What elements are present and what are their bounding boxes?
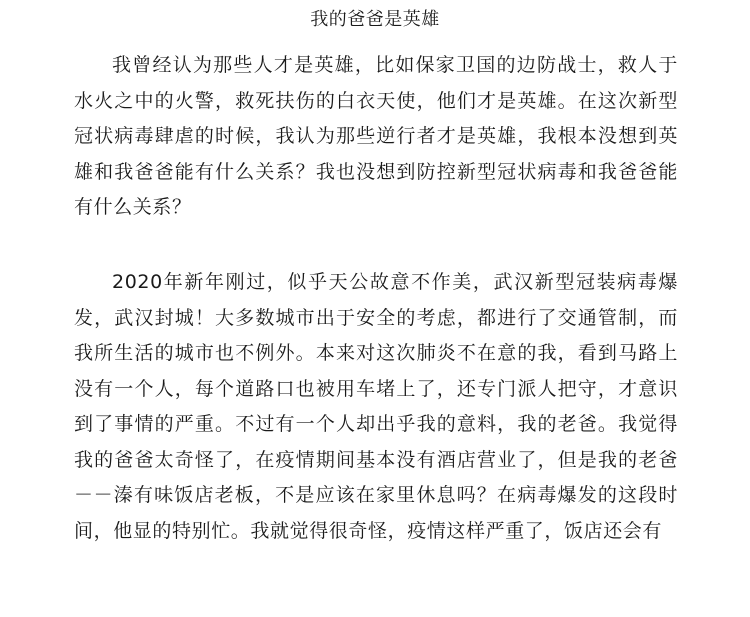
paragraph-1: 我曾经认为那些人才是英雄，比如保家卫国的边防战士，救人于水火之中的火警，救死扶伤的白衣天使，他们才是英雄。在这次新型冠状病毒肆虐的时候，我认为那些逆行者才是英雄，我根本没想到英雄和我爸爸能有什么关系？我也没想到防控新型冠状病毒和我爸爸能有什么关系？ — [74, 54, 678, 218]
document-title: 我的爸爸是英雄 — [310, 9, 440, 30]
paragraph-2: 2020年新年刚过，似乎天公故意不作美，武汉新型冠装病毒爆发，武汉封城！大多数城市出于安全的考虑，都进行了交通管制，而我所生活的城市也不例外。本来对这次肺炎不在意的我，看到马路上没有一个人，每个道路口也被用车堵上了，还专门派人把守，才意识到了事情的严重。不过有一个人却出乎我的意料，我的老爸。我觉得我的爸爸太奇怪了，在疫情期间基本没有酒店营业了，但是我的老爸－－溱有味饭店老板，不是应该在家里休息吗？在病毒爆发的这段时间，他显的特别忙。我就觉得很奇怪，疫情这样严重了，饭店还会有 — [74, 271, 678, 542]
